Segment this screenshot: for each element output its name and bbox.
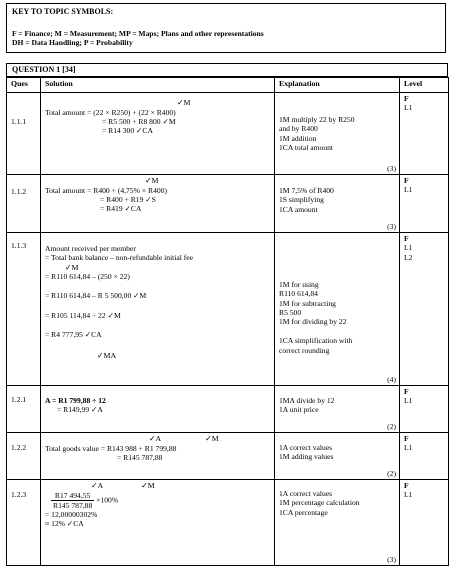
solution-line: Total goods value = R143 988 + R1 799,88	[45, 443, 177, 453]
explanation-line: 1M for subtracting	[279, 298, 336, 308]
percentage-formula	[45, 491, 270, 511]
mark-tick: ✓M	[177, 98, 191, 107]
solution-cell	[41, 386, 275, 433]
level-cell	[400, 433, 449, 480]
explanation-line: 1M multiply 22 by R250	[279, 115, 355, 124]
level-topic: F	[404, 94, 409, 103]
solution-cell	[41, 433, 275, 480]
explanation-line: 1S simplifying	[279, 195, 324, 205]
level-cell	[400, 386, 449, 433]
level-topic: F	[404, 234, 409, 243]
level-cell	[400, 480, 449, 566]
solution-line: Amount received per member	[45, 244, 136, 253]
solution-line: = R419 ✓CA	[100, 204, 142, 213]
solution-line: = Total bank balance – non-refundable initial fee	[45, 253, 194, 263]
explanation-line: correct rounding	[279, 345, 330, 355]
level-value: L1	[404, 103, 413, 113]
level-cell	[400, 233, 449, 386]
memo-table	[6, 77, 449, 566]
explanation-line: R5 500	[279, 307, 302, 317]
ques-number: 1.1.3	[7, 233, 41, 386]
solution-line: = R110 614,84 – (250 × 22)	[45, 272, 130, 281]
solution-line: = R14 300 ✓CA	[102, 126, 153, 135]
explanation-line: and by R400	[279, 124, 318, 134]
mark-tick: ✓A	[91, 481, 104, 490]
explanation-line: 1A correct values	[279, 489, 333, 498]
explanation-line: 1M for using	[279, 280, 319, 289]
explanation-cell	[275, 175, 400, 233]
explanation-line: R110 614,84	[279, 289, 318, 299]
mark-tick: ✓A	[149, 434, 162, 443]
explanation-cell	[275, 386, 400, 433]
solution-cell	[41, 233, 275, 386]
solution-cell	[41, 480, 275, 566]
level-topic: F	[404, 387, 409, 396]
level-cell	[400, 93, 449, 175]
level-value: L1	[404, 490, 413, 500]
solution-line: ≈ 12% ✓CA	[45, 519, 84, 529]
marks-total: (3)	[387, 554, 396, 564]
mark-tick: ✓M	[65, 262, 79, 272]
explanation-line: 1M for dividing by 22	[279, 317, 347, 326]
level-value: L1	[404, 243, 413, 253]
explanation-cell	[275, 433, 400, 480]
explanation-line: 1M percentage calculation	[279, 498, 360, 508]
ques-number: 1.1.1	[7, 93, 41, 175]
explanation-line: 1M 7,5% of R400	[279, 186, 334, 195]
explanation-line: 1MA divide by 12	[279, 396, 335, 405]
solution-line: = 12,00000302%	[45, 510, 98, 519]
fraction-numerator: R17 494,55	[51, 491, 94, 501]
explanation-line: 1A unit price	[279, 405, 319, 415]
explanation-line: 1M adding values	[279, 452, 334, 462]
explanation-line: 1M addition	[279, 133, 317, 143]
level-value: L1	[404, 396, 413, 406]
ques-number: 1.1.2	[7, 175, 41, 233]
table-row	[7, 93, 449, 175]
header-solution: Solution	[41, 78, 275, 93]
solution-line: = R145 787,88	[117, 452, 163, 462]
explanation-cell	[275, 233, 400, 386]
solution-cell	[41, 175, 275, 233]
mark-tick: ✓M	[141, 481, 155, 490]
solution-line: = R105 114,84 ÷ 22 ✓M	[45, 310, 121, 320]
level-value: L1	[404, 443, 413, 453]
mark-ticks	[45, 481, 270, 491]
times-hundred: ×100%	[96, 495, 119, 504]
header-level: Level	[400, 78, 449, 93]
header-explanation: Explanation	[275, 78, 400, 93]
marks-total: (4)	[387, 374, 396, 384]
marks-total: (3)	[387, 163, 396, 173]
header-row	[7, 78, 449, 93]
ques-number: 1.2.2	[7, 433, 41, 480]
level-cell	[400, 175, 449, 233]
solution-line: = R4 777,95 ✓CA	[45, 329, 102, 339]
explanation-cell	[275, 93, 400, 175]
table-row	[7, 175, 449, 233]
solution-line: Total amount = (22 × R250) + (22 × R400)	[45, 107, 176, 117]
marks-total: (2)	[387, 421, 396, 431]
explanation-line: 1A correct values	[279, 443, 333, 452]
explanation-line: 1CA simplification with	[279, 336, 353, 346]
marks-total: (2)	[387, 468, 396, 478]
solution-line: = R110 614,84 – R 5 500,00 ✓M	[45, 291, 147, 301]
level-topic: F	[404, 176, 409, 185]
table-row	[7, 480, 449, 566]
explanation-line: 1CA total amount	[279, 142, 333, 152]
table-row	[7, 433, 449, 480]
solution-line: Total amount = R400 + (4,75% × R400)	[45, 185, 167, 195]
table-row	[7, 233, 449, 386]
solution-line: = R400 + R19 ✓S	[100, 194, 156, 204]
level-value: L2	[404, 252, 413, 262]
fraction	[51, 491, 94, 511]
level-topic: F	[404, 434, 409, 443]
level-topic: F	[404, 481, 409, 490]
solution-line: = R5 500 + R8 800 ✓M	[102, 116, 176, 126]
explanation-line: 1CA percentage	[279, 507, 328, 517]
explanation-line: 1CA amount	[279, 204, 318, 214]
key-line-1: F = Finance; M = Measurement; MP = Maps; Plans and other representations	[12, 28, 264, 38]
header-ques: Ques	[7, 78, 41, 93]
fraction-denominator: R145 787,88	[53, 500, 93, 510]
key-title: KEY TO TOPIC SYMBOLS:	[12, 7, 114, 16]
key-line-2: DH = Data Handling; P = Probability	[12, 38, 133, 47]
ques-number: 1.2.1	[7, 386, 41, 433]
ques-number: 1.2.3	[7, 480, 41, 566]
mark-tick: ✓MA	[97, 351, 117, 360]
solution-line: = R149,99 ✓A	[57, 405, 103, 415]
mark-tick: ✓M	[145, 176, 159, 185]
marks-total: (3)	[387, 221, 396, 231]
table-row	[7, 386, 449, 433]
mark-ticks	[45, 434, 270, 444]
solution-line: A = R1 799,88 ÷ 12	[45, 396, 106, 405]
solution-cell	[41, 93, 275, 175]
level-value: L1	[404, 185, 413, 195]
topic-symbols-key	[6, 3, 446, 53]
explanation-cell	[275, 480, 400, 566]
mark-tick: ✓M	[205, 434, 219, 443]
question-title: QUESTION 1 [34]	[6, 63, 448, 77]
